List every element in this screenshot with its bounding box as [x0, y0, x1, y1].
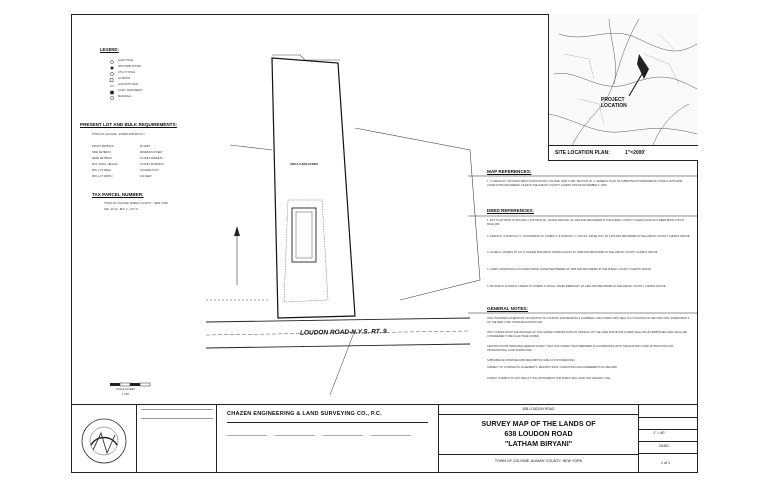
sheet-info-cell [639, 405, 698, 473]
deed-reference-item: 3. GLORIA A. RIVERS TO JAY & JOANNE PINCHMAN, DATED AUGUST 20, 1968 AND RECORDED IN THE ALBANY COUNTY CLERKS OFFICE. [487, 251, 659, 254]
subject-parcel-boundary [272, 58, 355, 318]
deed-reference-item: 5. ARTHUR W. & ANNA B. FISHER TO JOSEPH F. PROLE, DATED FEBRUARY 18, 1960 AND RECORDED IN THE ALBANY COUNTY CLERKS OFFICE. [487, 285, 667, 288]
deed-reference-item: 4. LARRY ANNONANGA TO KASAR ATRAM, DATED SEPTEMBER 30, 2005 AND RECORDED IN THE ALBANY COUNTY CLERKS OFFICE. [487, 268, 652, 271]
tax-parcel-line: TOWN OF COLONIE, ALBANY COUNTY - NEW YORK [104, 202, 169, 205]
general-notes-title: GENERAL NOTES: [487, 306, 529, 311]
general-note: CERTIFICATIONS INDICATED HEREON SIGNIFY THAT THIS SURVEY WAS PREPARED IN ACCORDANCE WITH THE EXISTING CODE OF PRACTICE FOR PROFESSIONAL LAND SURVEYORS. [487, 345, 674, 352]
area-label: AREA 0.628 ACRES [290, 162, 318, 166]
adjacent-parcel-east [355, 128, 480, 300]
req-value: 75 FEET MAXIMUM [140, 163, 164, 166]
sheet-number: 1 of 1 [661, 461, 670, 465]
legend-item: UTILITY POLE [118, 71, 136, 74]
general-note: UNAUTHORIZED ALTERATION OR ADDITION TO A SURVEY MAP BEARING A LICENSED LAND SURVEYOR'S SEAL IS A VIOLATION OF SECTION 7209, SUBDIVISION 2 OF THE NEW YORK STATE EDUCATION LAW. [487, 317, 690, 324]
site-location-map [548, 14, 698, 161]
adjacent-parcel-west [230, 145, 272, 150]
title-line: "LATHAM BIRYANI" [504, 439, 573, 448]
legend-item: CONC. MONUMENT [118, 89, 143, 92]
scale-bar [110, 383, 150, 386]
map-reference-text: 1. "A SMAN INC. SITUATED NEW LOUDON ROAD, COLONIE, NEW YORK, SECTION 20, 2, GENERAL PLAN OF SUBDIVISION" PREPARED BY HOSE & HUTCHINS, CONSULTING ENGINEERS, FILED IN THE ALBANY COUNTY CLERKS OFFICE NOVEMBER 3, 1959. [487, 180, 683, 187]
title-line: SURVEY MAP OF THE LANDS OF [481, 419, 596, 428]
legend-item: MANHOLE [118, 95, 131, 98]
req-value: 50 FEET [140, 145, 151, 148]
general-note: SUBSURFACE FROM RECORD DESCRIPTION ARE AS IN POSSESSION. [487, 359, 576, 362]
lot-requirements-title: PRESENT LOT AND BULK REQUIREMENTS: [80, 122, 178, 127]
deed-reference-item: 1. ROY & KATTRON TO WILLIAM J. KATTRON JR., DATED JANUARY 19, 2003 AND RECORDED IN THE ALBANY COUNTY CLERKS OFFICE IN DEED BOOK 2763 AT PAGE 168. [487, 219, 685, 226]
site-plan-title: SITE LOCATION PLAN: [555, 150, 610, 156]
location-line: TOWN OF COLONIE, ALBANY COUNTY, NEW YORK [494, 459, 583, 463]
title-block [71, 404, 698, 473]
engineer-seal-icon [71, 405, 137, 473]
general-note: SUBJECT TO COVENANTS, EASEMENTS, RESTRICTIONS, CONDITIONS AND AGREEMENTS OF RECORD. [487, 366, 618, 369]
seal-cell [71, 405, 137, 473]
firm-cell [217, 405, 439, 473]
legend-item: GAS POST SIGN [118, 83, 139, 86]
map-references-title: MAP REFERENCES: [487, 169, 532, 174]
title-line: 638 LOUDON ROAD [504, 429, 573, 438]
project-number: 20401 [659, 444, 669, 448]
firm-name: CHAZEN ENGINEERING & LAND SURVEYING CO., P.C. [227, 411, 382, 417]
legend-title: LEGEND: [100, 47, 119, 52]
project-label: LOCATION [601, 103, 627, 109]
req-label: REAR SETBACK [92, 157, 113, 160]
req-value: SQUARE FOOT [140, 169, 159, 172]
req-label: MIN. LOT WIDTH [92, 175, 113, 178]
scale-label: SCALE IN FEET [116, 388, 136, 391]
road-row-line [206, 318, 470, 322]
road-label: LOUDON ROAD-N.Y.S. RT. 9 [299, 328, 387, 337]
project-header: 638 LOUDON ROAD [522, 407, 555, 411]
req-value: 10 FEET MINIMUM [140, 157, 163, 160]
zone-text: TOWN OF COLONIE - ZONED DISTRICTS C [92, 133, 145, 136]
certification-cell [137, 405, 217, 473]
building-footprint [292, 208, 316, 262]
north-arrow-icon [234, 226, 240, 285]
general-note: ONLY COPIES FROM THE ORIGINAL OF THIS SURVEY MARKED WITH AN ORIGINAL OF THE LAND SURVEYOR'S INKED SEAL OR HIS EMBOSSED SEAL SHALL BE CONSIDERED TO BE VALID TRUE COPIES. [487, 331, 687, 338]
req-label: FRONT SETBACK [92, 145, 114, 148]
req-value: 100 FEET [140, 175, 152, 178]
legend-symbols [110, 61, 114, 100]
tax-parcel-line: SEC. 20-13 - BLK. 2 - LOT 17 [104, 208, 139, 211]
scale-value: 1"=80' [122, 393, 130, 396]
title-cell [439, 405, 639, 473]
req-label: MAX. BLDG. HEIGHT [92, 163, 118, 166]
project-label: PROJECT [601, 97, 625, 103]
legend-item: HYDRANT [118, 77, 131, 80]
road-edge-line [206, 344, 470, 348]
general-note: SURVEY SUBJECT TO ANY RIGHT, TITLE OR INTEREST THE PUBLIC MAY HAVE FOR HIGHWAY USE. [487, 377, 611, 380]
legend-item: IRON PIPE FOUND [118, 65, 142, 68]
project-location-marker [637, 54, 649, 79]
tax-parcel-title: TAX PARCEL NUMBER: [92, 192, 144, 197]
building-inner [296, 212, 312, 258]
site-plan-scale: 1"=2000' [625, 150, 646, 156]
scale-text: 1" = 80' [653, 431, 666, 435]
req-label: SIDE SETBACK [92, 151, 111, 154]
req-label: MIN. LOT AREA [92, 169, 111, 172]
legend-item: LIGHT POLE [118, 59, 134, 62]
deed-references-title: DEED REFERENCES: [487, 208, 534, 213]
deed-reference-item: 2. GRANA M. & DOROTHY G. DOCKERMAN TO JOSEPH F. & DOROTHY G. DOCKA, DATED JULY 28, 1975 AND RECORDED IN THE ALBANY COUNTY CLERKS OFFICE. [487, 235, 691, 238]
req-value: MINIMUM 20 FEET [140, 151, 163, 154]
